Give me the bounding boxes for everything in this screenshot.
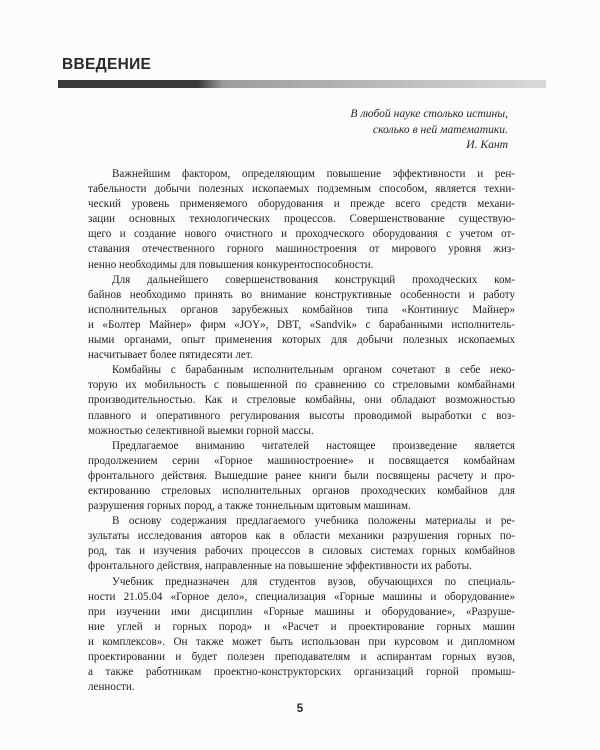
paragraph-line: ставания отечественного горного машиностроения от мирового уровня жиз- xyxy=(88,243,515,256)
paragraph xyxy=(88,575,515,696)
paragraph-line: торую их мобильность с повышенной по сравнению со стреловыми комбайнами xyxy=(88,379,515,392)
paragraph xyxy=(88,514,515,574)
paragraph-line: продолжением серии «Горное машиностроение» и посвящается комбайнам xyxy=(88,454,515,467)
paragraph-line: Учебник предназначен для студентов вузов, обучающихся по специаль- xyxy=(112,575,515,588)
paragraph-line: Для дальнейшего совершенствования конструкций проходческих ком- xyxy=(112,273,515,286)
paragraph-line: производительностью. Как и стреловые комбайны, они обладают возможностью xyxy=(88,394,515,407)
paragraph xyxy=(88,439,515,514)
paragraph-line: зультаты исследования авторов как в области механики разрушения горных по- xyxy=(88,530,515,543)
body-text xyxy=(88,167,515,695)
paragraph-line: фронтального действия. Вышедшие ранее книги были посвящены расчету и про- xyxy=(88,469,515,482)
paragraph xyxy=(88,273,515,364)
paragraph-line: байнов необходимо принять во внимание конструктивные особенности и работу xyxy=(88,288,515,301)
paragraph-line: род, так и изучения рабочих процессов в силовых системах горных комбайнов xyxy=(88,545,515,558)
paragraph-line: ектированию стреловых исполнительных органов проходческих комбайнов для xyxy=(88,484,515,497)
page-number: 5 xyxy=(296,703,304,715)
paragraph-line: фронтального действия, направленные на повышение эффективности их работы. xyxy=(88,560,472,573)
epigraph xyxy=(350,106,508,153)
paragraph-line: а также работникам проектно-конструкторских организаций горной промыш- xyxy=(88,666,515,679)
paragraph-line: зации основных технологических процессов. Совершенствование существую- xyxy=(88,213,515,226)
paragraph-line: ненно необходимы для повышения конкурентоспособности. xyxy=(88,258,374,271)
section-title: ВВЕДЕНИЕ xyxy=(62,56,152,73)
paragraph-line: ние углей и горных пород» и «Расчет и проектирование горных машин xyxy=(88,620,515,633)
paragraph-line: и «Болтер Майнер» фирм «JOY», DBT, «Sandvik» с барабанными исполнитель- xyxy=(88,318,515,331)
paragraph-line: ными органами, опыт применения которых для добычи полезных ископаемых xyxy=(88,334,515,347)
paragraph-line: исполнительных органов зарубежных комбайнов типа «Континиус Майнер» xyxy=(88,303,515,316)
section-header xyxy=(58,56,546,88)
paragraph-line: и комплексов». Он также может быть использован при курсовом и дипломном xyxy=(88,635,515,648)
paragraph-line: В основу содержания предлагаемого учебника положены материалы и ре- xyxy=(112,515,515,528)
paragraph-line: табельности добычи полезных ископаемых подземным способом, является техни- xyxy=(88,183,515,196)
paragraph-line: ности 21.05.04 «Горное дело», специализация «Горные машины и оборудование» xyxy=(88,590,515,603)
epigraph-line: В любой науке столько истины, xyxy=(350,107,508,120)
paragraph xyxy=(88,167,515,273)
paragraph xyxy=(88,363,515,438)
paragraph-line: проектировании и будет полезен преподавателям и аспирантам горных вузов, xyxy=(88,651,515,663)
paragraph-line: плавного и оперативного регулирования высоты проводимой выработки с воз- xyxy=(88,409,515,422)
epigraph-author: И. Кант xyxy=(466,138,508,151)
paragraph-line: Важнейшим фактором, определяющим повышение эффективности и рен- xyxy=(112,168,515,180)
paragraph-line: разрушения горных пород, а также тоннельным щитовым машинам. xyxy=(88,500,411,513)
epigraph-line: сколько в ней математики. xyxy=(372,122,508,136)
paragraph-line: насчитывает более пятидесяти лет. xyxy=(88,349,253,362)
paragraph-line: Предлагаемое вниманию читателей настоящее произведение является xyxy=(112,439,515,452)
paragraph-line: ленности. xyxy=(88,681,135,694)
paragraph-line: можностью селективной выемки горной массы. xyxy=(88,424,314,437)
paragraph-line: при изучении ими дисциплин «Горные машины и оборудование», «Разруше- xyxy=(88,605,515,618)
title-underline-bar xyxy=(58,80,546,88)
paragraph-line: Комбайны с барабанным исполнительным органом сочетают в себе неко- xyxy=(112,364,515,377)
paragraph-line: ческий уровень применяемого оборудования и прежде всего средств механи- xyxy=(88,198,515,211)
paragraph-line: щего и создание нового очистного и проходческого оборудования с учетом от- xyxy=(88,228,515,241)
